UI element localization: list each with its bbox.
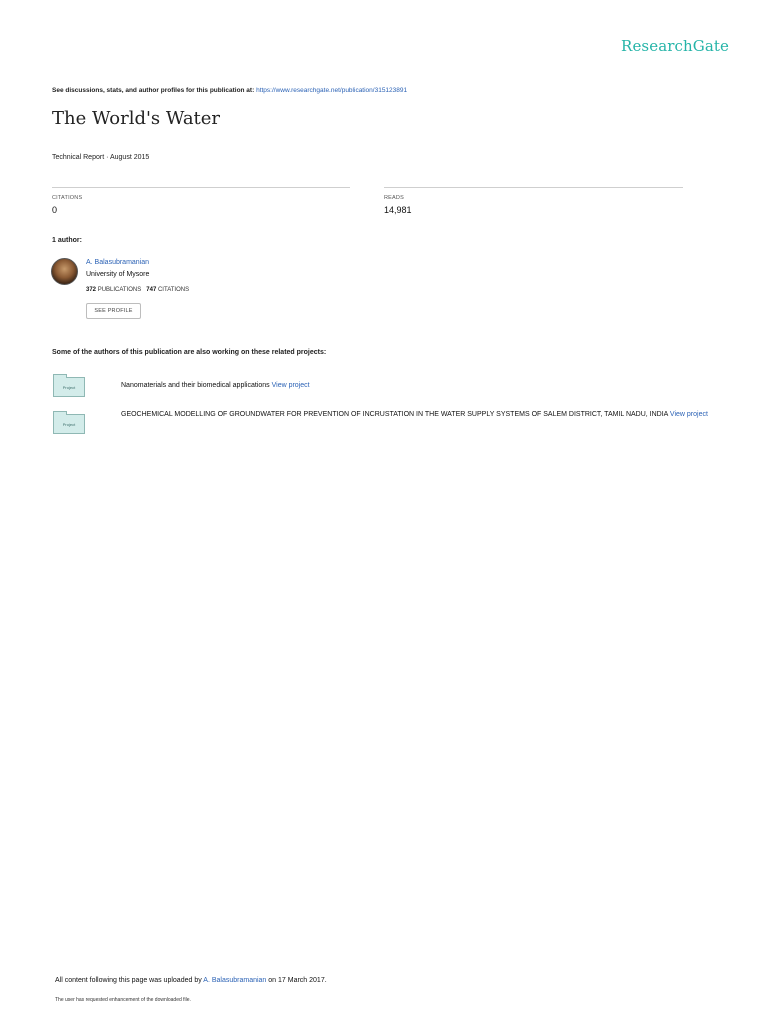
project-title: GEOCHEMICAL MODELLING OF GROUNDWATER FOR PREVENTION OF INCRUSTATION IN THE WATER SUPPLY SYSTEMS OF SALEM DISTRICT, TAMIL NADU, INDIA [121,411,668,418]
author-stats [86,287,189,293]
upload-prefix: All content following this page was uploaded by [55,977,202,984]
author-avatar[interactable] [51,258,78,285]
project-folder-label: Project [62,421,76,427]
authors-heading: 1 author: [52,237,82,244]
author-publications-count: 372 [86,287,97,293]
enhancement-note: The user has requested enhancement of the downloaded file. [55,997,191,1003]
reads-value: 14,981 [384,205,412,215]
discussion-text: See discussions, stats, and author profiles for this publication at: [52,87,255,94]
author-citations-label: CITATIONS [157,287,190,293]
upload-notice [55,977,327,984]
project-item [121,379,711,392]
view-project-link[interactable]: View project [271,382,310,389]
citations-divider [52,187,350,188]
project-folder-label: Project [62,384,76,390]
project-title: Nanomaterials and their biomedical applications [121,382,270,389]
project-item [121,408,711,421]
related-projects-heading: Some of the authors of this publication are also working on these related projects: [52,349,327,356]
citations-label: CITATIONS [52,195,83,201]
discussion-line [52,87,407,94]
see-profile-button[interactable]: SEE PROFILE [86,303,141,319]
author-name-link[interactable]: A. Balasubramanian [86,259,150,266]
uploader-link[interactable]: A. Balasubramanian [203,977,267,984]
folder-icon [53,414,85,434]
researchgate-logo[interactable]: ResearchGate [621,37,729,55]
view-project-link[interactable]: View project [669,411,708,418]
author-publications-label: PUBLICATIONS [97,287,142,293]
publication-title: The World's Water [52,108,221,129]
author-citations-count: 747 [146,287,157,293]
folder-icon [53,377,85,397]
reads-divider [384,187,683,188]
citations-value: 0 [52,205,58,215]
upload-suffix: on 17 March 2017. [268,977,327,984]
reads-label: READS [384,195,404,201]
publication-url-link[interactable]: https://www.researchgate.net/publication/315123891 [256,87,408,94]
publication-type-date: Technical Report · August 2015 [52,154,150,161]
author-institution: University of Mysore [86,271,150,278]
